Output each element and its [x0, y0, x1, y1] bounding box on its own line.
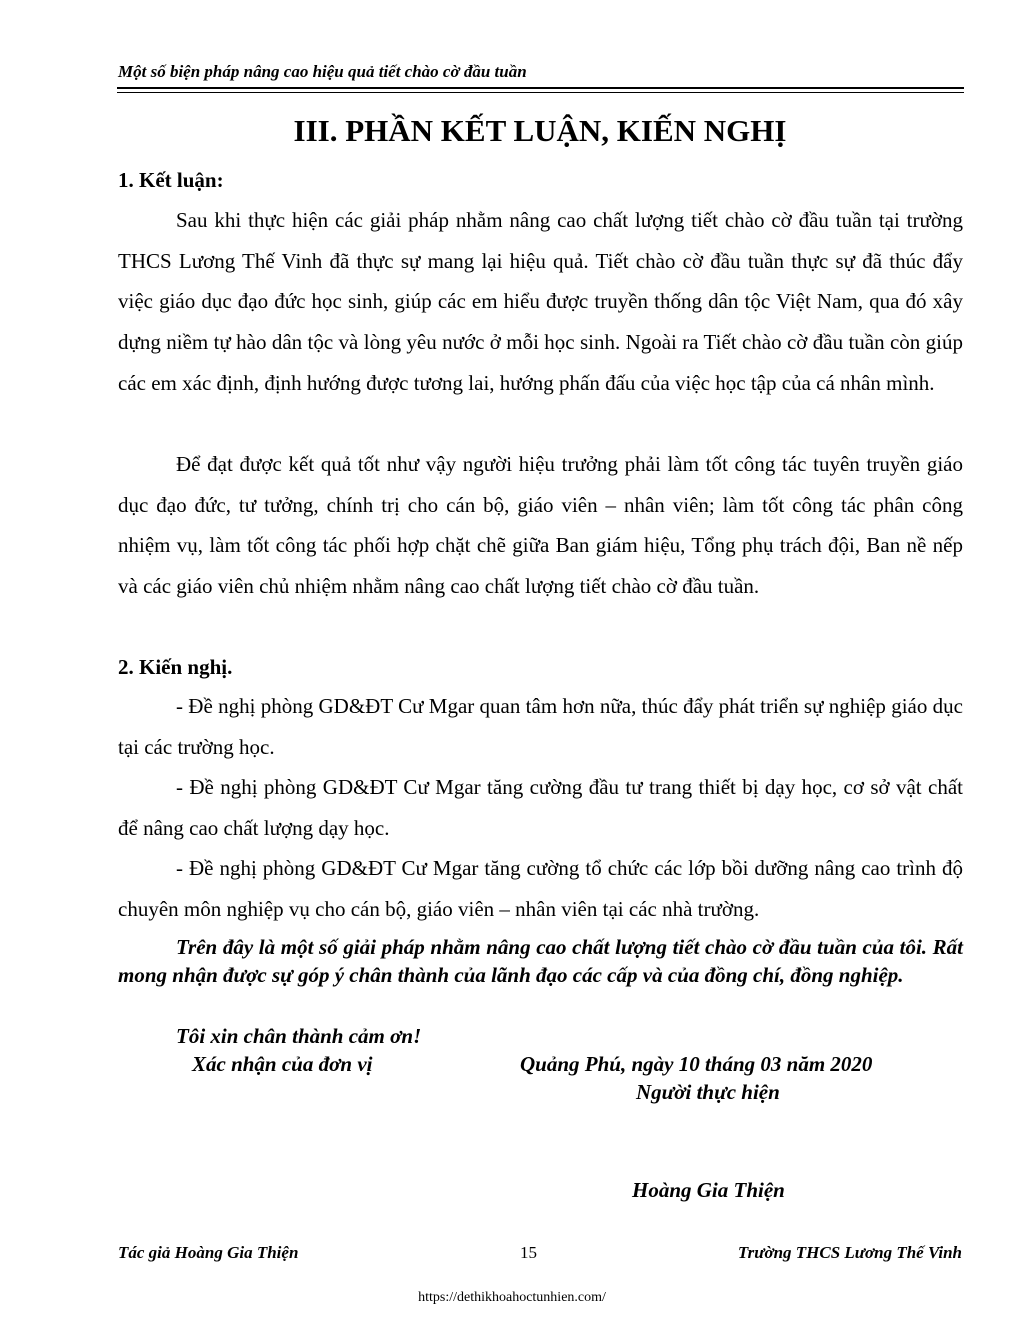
recommendation-heading: 2. Kiến nghị. — [118, 655, 233, 679]
header-rule-thick — [117, 87, 964, 89]
conclusion-heading: 1. Kết luận: — [118, 168, 224, 192]
source-url: https://dethikhoahoctunhien.com/ — [418, 1290, 606, 1305]
closing-statement: Trên đây là một số giải pháp nhằm nâng cao chất lượng tiết chào cờ đầu tuần của tôi. Rất mong nhận được sự góp ý chân thành của lãnh đạo các cấp và của đồng chí, đồng nghiệp. — [118, 935, 963, 987]
header-rule-thin — [117, 92, 964, 93]
footer-school: Trường THCS Lương Thế Vinh — [737, 1243, 962, 1262]
page-number: 15 — [520, 1243, 537, 1262]
signer-name: Hoàng Gia Thiện — [632, 1178, 785, 1202]
conclusion-paragraph-1: Sau khi thực hiện các giải pháp nhằm nâng cao chất lượng tiết chào cờ đầu tuần tại trường THCS Lương Thế Vinh đã thực sự mang lại hiệu quả. Tiết chào cờ đầu tuần thực sự đã thúc đẩy việc giáo dục đạo đức học sinh, giúp các em hiểu được truyền thống dân tộc Việt Nam, qua đó xây dựng niềm tự hào dân tộc và lòng yêu nước ở mỗi học sinh. Ngoài ra Tiết chào cờ đầu tuần còn giúp các em xác định, định hướng được tương lai, hướng phấn đấu của việc học tập của cá nhân mình. — [118, 208, 963, 395]
conclusion-paragraph-2: Để đạt được kết quả tốt như vậy người hiệu trưởng phải làm tốt công tác tuyên truyền giáo dục đạo đức, tư tưởng, chính trị cho cán bộ, giáo viên – nhân viên; làm tốt công tác phân công nhiệm vụ, làm tốt công tác phối hợp chặt chẽ giữa Ban giám hiệu, Tổng phụ trách đội, Ban nề nếp và các giáo viên chủ nhiệm nhằm nâng cao chất lượng tiết chào cờ đầu tuần. — [118, 452, 963, 599]
place-date: Quảng Phú, ngày 10 tháng 03 năm 2020 — [520, 1052, 873, 1076]
signer-role: Người thực hiện — [636, 1080, 780, 1104]
footer-author: Tác giả Hoàng Gia Thiện — [118, 1243, 299, 1262]
running-header: Một số biện pháp nâng cao hiệu quả tiết chào cờ đầu tuần — [118, 62, 527, 81]
unit-confirmation-label: Xác nhận của đơn vị — [192, 1052, 373, 1076]
recommendation-item-3: - Đề nghị phòng GD&ĐT Cư Mgar tăng cường tổ chức các lớp bồi dưỡng nâng cao trình độ chuyên môn nghiệp vụ cho cán bộ, giáo viên – nhân viên tại các nhà trường. — [118, 856, 963, 921]
recommendation-item-1: - Đề nghị phòng GD&ĐT Cư Mgar quan tâm hơn nữa, thúc đẩy phát triển sự nghiệp giáo dục tại các trường học. — [118, 694, 963, 759]
section-title: III. PHẦN KẾT LUẬN, KIẾN NGHỊ — [293, 113, 787, 148]
closing-thanks: Tôi xin chân thành cảm ơn! — [176, 1024, 422, 1048]
recommendation-item-2: - Đề nghị phòng GD&ĐT Cư Mgar tăng cường đầu tư trang thiết bị dạy học, cơ sở vật chất để nâng cao chất lượng dạy học. — [118, 775, 963, 840]
